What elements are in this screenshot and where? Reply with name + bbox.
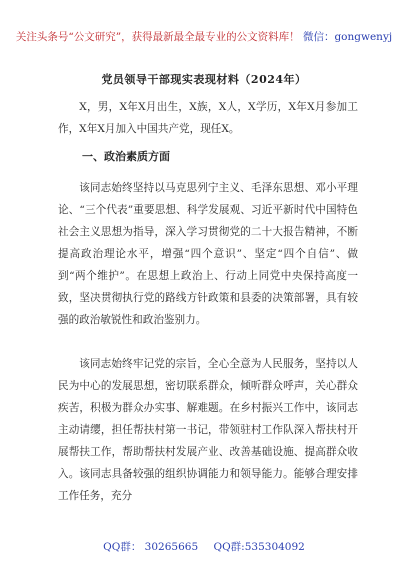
- qq-group-2: QQ群:535304092: [213, 541, 305, 553]
- footer-banner: [0, 540, 408, 554]
- promo-text: 关注头条号“公文研究”，获得最新最全最专业的公文资料库！: [15, 31, 300, 43]
- promo-banner: [0, 30, 408, 44]
- intro-paragraph: X，男，X年X月出生，X族，X人，X学历，X年X月参加工作，X年X月加入中国共产党，现任X。: [58, 101, 358, 135]
- paragraph-service: 该同志始终牢记党的宗旨，全心全意为人民服务，坚持以人民为中心的发展思想，密切联系群众，倾听群众呼声，关心群众疾苦，积极为群众办实事、解难题。在乡村振兴工作中，该同志主动请缨，担任帮扶村第一书记，带领驻村工作队深入帮扶村开展帮扶工作，帮助帮扶村发展产业、改善基础设施、提高群众收入。该同志具备较强的组织协调能力和领导能力。能够合理安排工作任务，充分: [58, 358, 358, 502]
- qq-group-1: QQ群： 30265665: [103, 541, 199, 553]
- section-heading: 一、政治素质方面: [82, 150, 170, 163]
- wechat-text: 微信：gongwenyj: [299, 31, 393, 43]
- document-title: 党员领导干部现实表现材料（2024年）: [101, 73, 307, 86]
- paragraph-political: 该同志始终坚持以马克思列宁主义、毛泽东思想、邓小平理论、“三个代表”重要思想、科学发展观、习近平新时代中国特色社会主义思想为指导，深入学习贯彻党的二十大报告精神，不断提高政治理论水平，增强“四个意识”、坚定“四个自信”、做到“两个维护”。在思想上政治上、行动上同党中央保持高度一致，坚决贯彻执行党的路线方针政策和县委的决策部署，具有较强的政治敏锐性和政治鉴别力。: [58, 182, 358, 326]
